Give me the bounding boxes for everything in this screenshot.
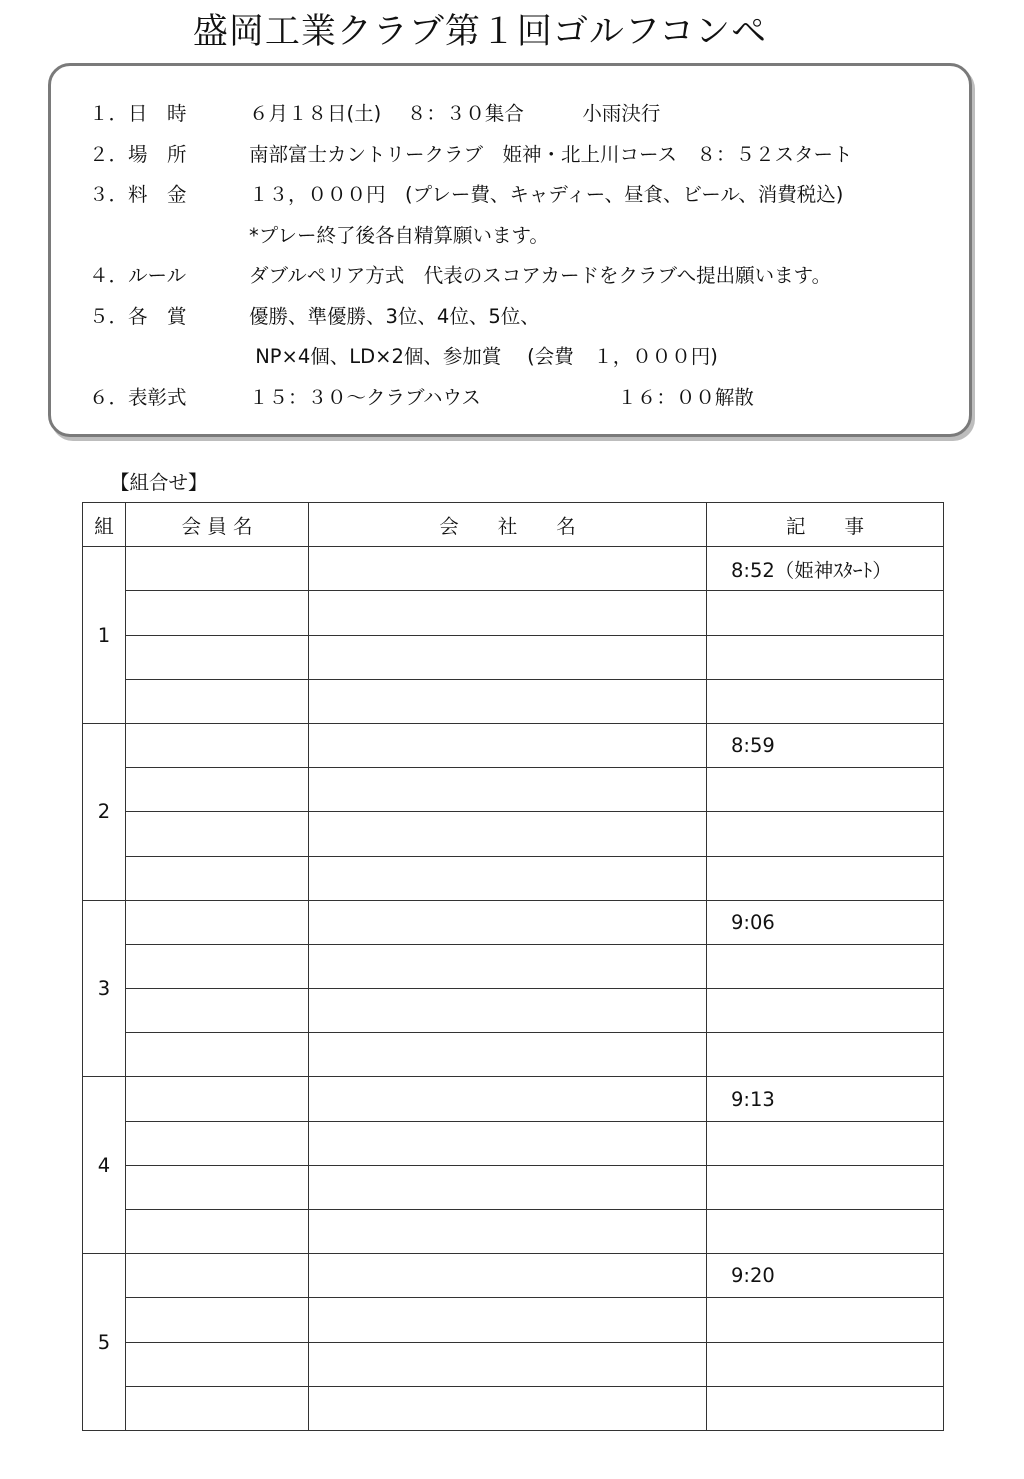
page-title: 盛岡工業クラブ第１回ゴルフコンペ [192, 12, 768, 52]
member-name-cell[interactable] [126, 1121, 309, 1165]
table-row [83, 1386, 944, 1430]
table-row [83, 1121, 944, 1165]
info-value: 南部富士カントリークラブ 姫神・北上川コース ８：５２スタート [249, 143, 853, 166]
notes-cell[interactable] [707, 856, 944, 900]
member-name-cell[interactable] [126, 723, 309, 767]
company-name-cell[interactable] [309, 679, 707, 723]
info-label: ５．各 賞 [89, 305, 187, 328]
company-name-cell[interactable] [309, 591, 707, 635]
member-name-cell[interactable] [126, 591, 309, 635]
notes-cell[interactable] [707, 768, 944, 812]
member-name-cell[interactable] [126, 1386, 309, 1430]
member-name-cell[interactable] [126, 1254, 309, 1298]
table-row [83, 1254, 944, 1298]
group-number: 5 [83, 1254, 126, 1431]
member-name-cell[interactable] [126, 1077, 309, 1121]
member-name-cell[interactable] [126, 989, 309, 1033]
company-name-cell[interactable] [309, 944, 707, 988]
member-name-cell[interactable] [126, 944, 309, 988]
member-name-cell[interactable] [126, 1342, 309, 1386]
info-value: NP×4個、LD×2個、参加賞 (会費 １，０００円) [249, 345, 718, 368]
notes-cell[interactable] [707, 1033, 944, 1077]
table-row [83, 635, 944, 679]
member-name-cell[interactable] [126, 1210, 309, 1254]
info-label: ４．ルール [89, 264, 187, 287]
notes-cell: 9:06 [707, 900, 944, 944]
company-name-cell[interactable] [309, 768, 707, 812]
company-name-cell[interactable] [309, 1298, 707, 1342]
info-value: *プレー終了後各自精算願います。 [249, 224, 549, 247]
company-name-cell[interactable] [309, 1165, 707, 1209]
company-name-cell[interactable] [309, 1121, 707, 1165]
notes-cell: 9:13 [707, 1077, 944, 1121]
notes-cell[interactable] [707, 812, 944, 856]
section-label-pairings: 【組合せ】 [110, 471, 208, 494]
company-name-cell[interactable] [309, 1342, 707, 1386]
info-value: １３，０００円 (プレー費、キャディー、昼食、ビール、消費税込) [249, 183, 844, 206]
member-name-cell[interactable] [126, 856, 309, 900]
table-row [83, 900, 944, 944]
notes-cell[interactable] [707, 1342, 944, 1386]
table-row [83, 944, 944, 988]
member-name-cell[interactable] [126, 679, 309, 723]
notes-cell: 8:59 [707, 723, 944, 767]
table-header-row [83, 503, 944, 547]
info-label: ６．表彰式 [89, 386, 187, 409]
table-row [83, 547, 944, 591]
company-name-cell[interactable] [309, 900, 707, 944]
table-row [83, 723, 944, 767]
member-name-cell[interactable] [126, 812, 309, 856]
company-name-cell[interactable] [309, 1077, 707, 1121]
info-value: ６月１８日(土) ８：３０集合 小雨決行 [249, 102, 661, 125]
table-row [83, 1165, 944, 1209]
company-name-cell[interactable] [309, 1386, 707, 1430]
notes-cell[interactable] [707, 1298, 944, 1342]
member-name-cell[interactable] [126, 547, 309, 591]
notes-cell[interactable] [707, 944, 944, 988]
info-value: １５：３０～クラブハウス １６：００解散 [249, 386, 754, 409]
notes-cell[interactable] [707, 1210, 944, 1254]
notes-cell[interactable] [707, 635, 944, 679]
header-company-name: 会 社 名 [309, 503, 707, 547]
company-name-cell[interactable] [309, 812, 707, 856]
table-row [83, 768, 944, 812]
member-name-cell[interactable] [126, 1165, 309, 1209]
info-label: ２．場 所 [89, 143, 187, 166]
notes-cell[interactable] [707, 591, 944, 635]
table-row [83, 856, 944, 900]
member-name-cell[interactable] [126, 768, 309, 812]
member-name-cell[interactable] [126, 635, 309, 679]
table-row [83, 1077, 944, 1121]
info-label: ３．料 金 [89, 183, 187, 206]
notes-cell[interactable] [707, 989, 944, 1033]
info-label: １．日 時 [89, 102, 187, 125]
header-notes: 記 事 [707, 503, 944, 547]
table-row [83, 1210, 944, 1254]
group-number: 4 [83, 1077, 126, 1254]
company-name-cell[interactable] [309, 1033, 707, 1077]
notes-cell[interactable] [707, 1386, 944, 1430]
table-row [83, 1342, 944, 1386]
notes-cell: 8:52（姫神ｽﾀｰﾄ） [707, 547, 944, 591]
table-row [83, 989, 944, 1033]
company-name-cell[interactable] [309, 547, 707, 591]
notes-cell[interactable] [707, 679, 944, 723]
member-name-cell[interactable] [126, 900, 309, 944]
company-name-cell[interactable] [309, 856, 707, 900]
company-name-cell[interactable] [309, 1254, 707, 1298]
group-number: 2 [83, 723, 126, 900]
notes-cell[interactable] [707, 1165, 944, 1209]
member-name-cell[interactable] [126, 1298, 309, 1342]
pairings-table [82, 502, 944, 1431]
info-value: ダブルペリア方式 代表のスコアカードをクラブへ提出願います。 [249, 264, 832, 287]
group-number: 3 [83, 900, 126, 1077]
company-name-cell[interactable] [309, 1210, 707, 1254]
table-row [83, 812, 944, 856]
table-row [83, 1298, 944, 1342]
event-info-box [48, 63, 972, 437]
company-name-cell[interactable] [309, 635, 707, 679]
table-row [83, 591, 944, 635]
member-name-cell[interactable] [126, 1033, 309, 1077]
header-member-name: 会 員 名 [126, 503, 309, 547]
group-number: 1 [83, 547, 126, 724]
notes-cell: 9:20 [707, 1254, 944, 1298]
table-row [83, 1033, 944, 1077]
info-value: 優勝、準優勝、3位、4位、5位、 [249, 305, 540, 328]
header-group: 組 [83, 503, 126, 547]
company-name-cell[interactable] [309, 723, 707, 767]
table-row [83, 679, 944, 723]
company-name-cell[interactable] [309, 989, 707, 1033]
notes-cell[interactable] [707, 1121, 944, 1165]
